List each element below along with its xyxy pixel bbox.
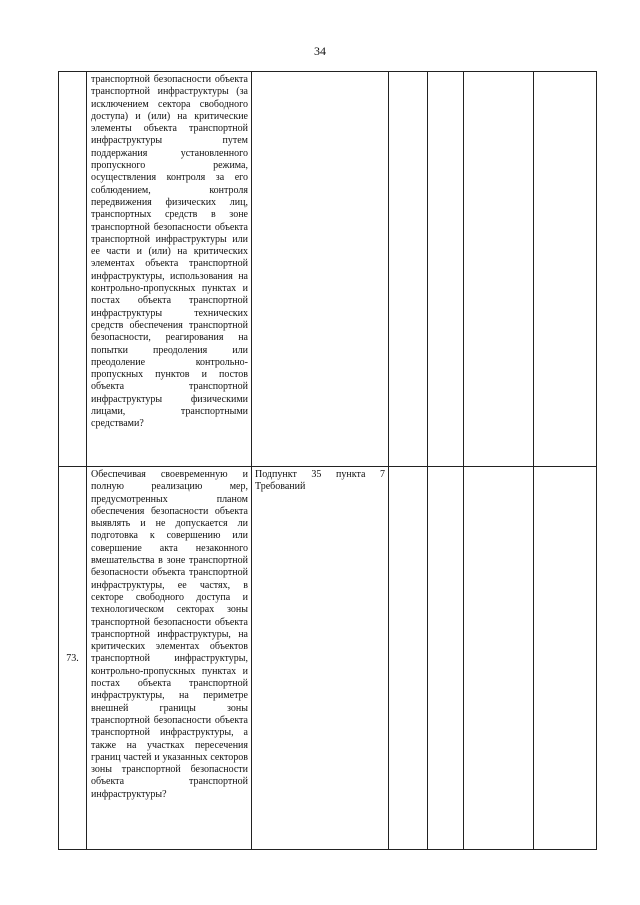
empty-cell	[534, 467, 597, 850]
empty-cell	[428, 467, 464, 850]
row-number-cell: 73.	[59, 467, 87, 850]
reference-cell: Подпункт 35 пункта 7 Требований	[252, 467, 389, 850]
page-number: 34	[314, 44, 326, 58]
question-cell: транспортной безопасности объекта транспортной инфраструктуры (за исключением сектора свободного доступа) и (или) на критические элементы объекта транспортной инфраструктуры путем поддержания установленного пропускного режима, осуществления контроля за его соблюдением, контроля передвижения физических лиц, транспортных средств в зоне транспортной безопасности объекта транспортной инфраструктуры или ее части и (или) на критических элементах объекта транспортной инфраструктуры, использования на контрольно-пропускных пунктах и постах объекта транспортной инфраструктуры технических средств обеспечения транспортной безопасности, реагирования на попытки преодоления или преодоление контрольно-пропускных пунктов и постов объекта транспортной инфраструктуры физическими лицами, транспортными средствами?	[87, 72, 252, 467]
question-cell: Обеспечивая своевременную и полную реализацию мер, предусмотренных планом обеспечения безопасности объекта выявлять и не допускается ли подготовка к совершению или совершение акта незаконного вмешательства в зоне транспортной безопасности объекта транспортной инфраструктуры, ее частях, в секторе свободного доступа и технологическом секторах зоны транспортной безопасности объекта транспортной инфраструктуры, на критических элементах объектов транспортной инфраструктуры, контрольно-пропускных пунктах и постах объекта транспортной инфраструктуры, на периметре внешней границы зоны транспортной безопасности объекта транспортной инфраструктуры, а также на участках пересечения границ частей и указанных секторов зоны транспортной безопасности объекта транспортной инфраструктуры?	[87, 467, 252, 850]
reference-cell	[252, 72, 389, 467]
empty-cell	[389, 467, 428, 850]
checklist-table	[58, 71, 597, 850]
table-row	[59, 72, 597, 467]
table-row	[59, 467, 597, 850]
row-number-cell	[59, 72, 87, 467]
empty-cell	[464, 72, 534, 467]
empty-cell	[464, 467, 534, 850]
empty-cell	[428, 72, 464, 467]
empty-cell	[389, 72, 428, 467]
empty-cell	[534, 72, 597, 467]
